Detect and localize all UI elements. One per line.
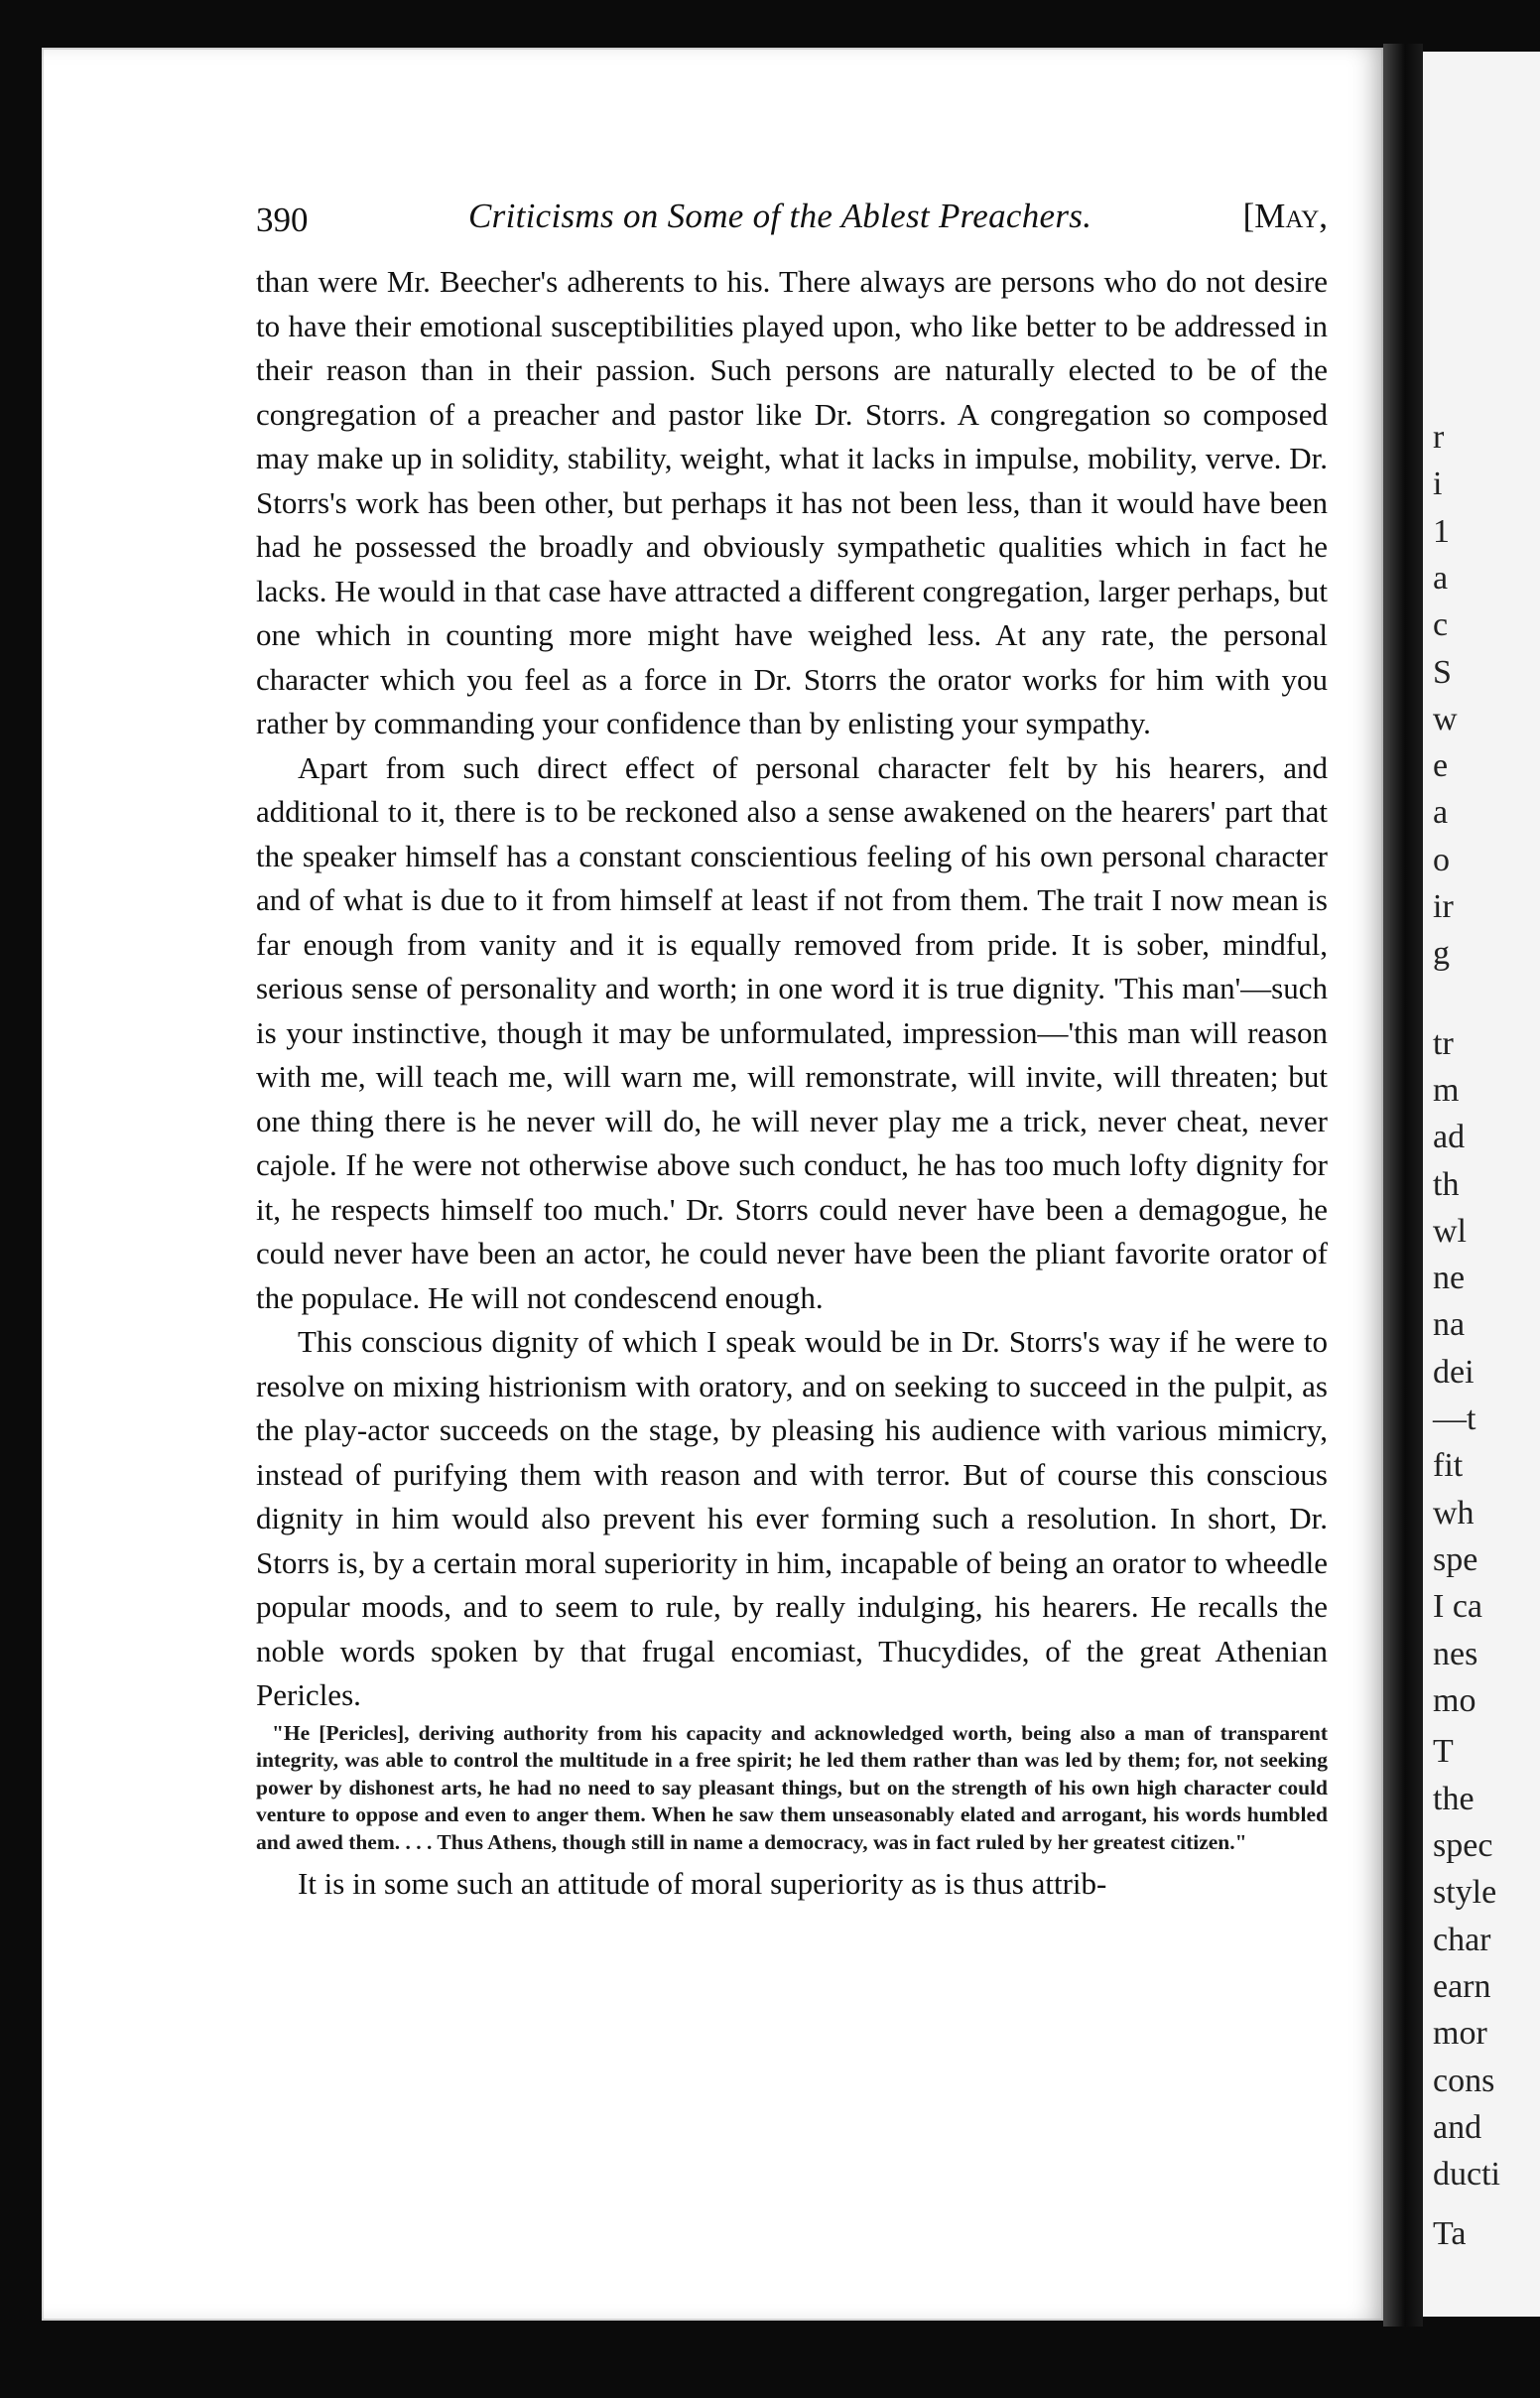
facing-page-fragment: ir bbox=[1433, 888, 1454, 925]
block-quote bbox=[256, 1720, 1328, 1857]
facing-page-fragment: tr bbox=[1433, 1025, 1454, 1062]
book-gutter bbox=[1383, 44, 1423, 2327]
facing-page-fragment: w bbox=[1433, 701, 1458, 737]
facing-page-fragment: r bbox=[1433, 419, 1445, 456]
facing-page-fragment: m bbox=[1433, 1072, 1460, 1109]
facing-page-fragment: cons bbox=[1433, 2063, 1495, 2099]
facing-page-fragment: I ca bbox=[1433, 1588, 1483, 1625]
facing-page-fragment: a bbox=[1433, 794, 1449, 831]
running-month: [May, bbox=[1242, 197, 1328, 235]
facing-page-fragment: ducti bbox=[1433, 2156, 1500, 2193]
facing-page-fragment: Ta bbox=[1433, 2215, 1467, 2252]
facing-page-edge bbox=[1423, 52, 1540, 2317]
running-header bbox=[210, 195, 1328, 244]
running-title: Criticisms on Some of the Ablest Preachers. bbox=[468, 197, 1092, 235]
facing-page-fragment: mor bbox=[1433, 2015, 1487, 2052]
facing-page-fragment: ne bbox=[1433, 1260, 1466, 1296]
paragraph-3: This conscious dignity of which I speak would be in Dr. Storrs's way if he were to resolve on mixing histrionism with oratory, and on seeking to succeed in the pulpit, as the play-actor succeeds on the stage, by pleasing his audience with various mimicry, instead of purifying them with reason and with terror. But of course this conscious dignity in him would also prevent his ever forming such a resolution. In short, Dr. Storrs is, by a certain moral superiority in him, incapable of being an orator to wheedle popular moods, and to seem to rule, by really indulging, his hearers. He recalls the noble words spoken by that frugal encomiast, Thucydides, of the great Athenian Pericles. bbox=[256, 1324, 1328, 1712]
facing-page-fragment: fit bbox=[1433, 1447, 1464, 1484]
facing-page-fragment: nes bbox=[1433, 1636, 1478, 1672]
quote-text: "He [Pericles], deriving authority from his capacity and acknowledged worth, being also a man of transparent integrity, was able to control the multitude in a free spirit; he led them rather than was led by them; for, not seeking power by dishonest arts, he had no need to say pleasant things, but on the strength of his own high character could venture to oppose and even to anger them. When he saw them unseasonably elated and arrogant, his words humbled and awed them. . . . Thus Athens, though still in name a democracy, was in fact ruled by her greatest citizen." bbox=[256, 1720, 1328, 1854]
facing-page-fragment: T bbox=[1433, 1733, 1454, 1770]
facing-page-fragment: c bbox=[1433, 606, 1449, 643]
facing-page-fragment: spec bbox=[1433, 1827, 1493, 1864]
facing-page-fragment: style bbox=[1433, 1874, 1497, 1911]
facing-page-fragment: th bbox=[1433, 1166, 1460, 1203]
facing-page-fragment: the bbox=[1433, 1781, 1475, 1817]
facing-page-fragment: 1 bbox=[1433, 513, 1450, 550]
page-number: 390 bbox=[256, 200, 309, 239]
facing-page-fragment: ad bbox=[1433, 1119, 1466, 1155]
facing-page-fragment: wh bbox=[1433, 1495, 1475, 1532]
facing-page-fragment: e bbox=[1433, 747, 1449, 784]
paragraph-2: Apart from such direct effect of personal character felt by his hearers, and additional to it, there is to be reckoned also a sense awakened on the hearers' part that the speaker himself has a constant conscientious feeling of his own personal character and of what is due to it from himself at least if not from them. The trait I now mean is far enough from vanity and it is equally removed from pride. It is sober, mindful, serious sense of personality and worth; in one word it is true dignity. 'This man'—such is your instinctive, though it may be unformulated, impression—'this man will reason with me, will teach me, will warn me, will remonstrate, will invite, will threaten; but one thing there is he never will do, he will never play me a trick, never cheat, never cajole. If he were not otherwise above such conduct, he has too much lofty dignity for it, he respects himself too much.' Dr. Storrs could never have been a demagogue, he could never have been an actor, he could never have been the pliant favorite orator of the populace. He will not condescend enough. bbox=[256, 749, 1328, 1315]
page-body bbox=[256, 260, 1328, 1907]
facing-page-fragment: spe bbox=[1433, 1541, 1478, 1578]
facing-page-fragment: o bbox=[1433, 842, 1450, 878]
facing-page-fragment: g bbox=[1433, 935, 1450, 972]
facing-page-fragment: S bbox=[1433, 654, 1452, 691]
facing-page-fragment: dei bbox=[1433, 1354, 1475, 1391]
paragraph-1: than were Mr. Beecher's adherents to his. There always are persons who do not desire to have their emotional susceptibilities played upon, who like better to be addressed in their reason than in their passion. Such persons are naturally elected to be of the congregation of a preacher and pastor like Dr. Storrs. A congregation so composed may make up in solidity, stability, weight, what it lacks in impulse, mobility, verve. Dr. Storrs's work has been other, but perhaps it has not been less, than it would have been had he possessed the broadly and obviously sympathetic qualities which in fact he lacks. He would in that case have attracted a different congregation, larger perhaps, but one which in counting more might have weighed less. At any rate, the personal character which you feel as a force in Dr. Storrs the orator works for him with you rather by commanding your confidence than by enlisting your sympathy. bbox=[256, 264, 1328, 740]
facing-page-fragment: —t bbox=[1433, 1400, 1476, 1437]
facing-page-fragment: mo bbox=[1433, 1682, 1476, 1719]
facing-page-fragment: and bbox=[1433, 2109, 1482, 2146]
facing-page-fragment: earn bbox=[1433, 1968, 1491, 2005]
facing-page-fragment: na bbox=[1433, 1306, 1466, 1343]
facing-page-fragment: a bbox=[1433, 560, 1449, 597]
facing-page-fragment: char bbox=[1433, 1922, 1491, 1958]
facing-page-fragment: i bbox=[1433, 466, 1443, 502]
facing-page-fragment: wl bbox=[1433, 1213, 1467, 1250]
final-line: It is in some such an attitude of moral superiority as is thus attrib- bbox=[298, 1866, 1107, 1901]
